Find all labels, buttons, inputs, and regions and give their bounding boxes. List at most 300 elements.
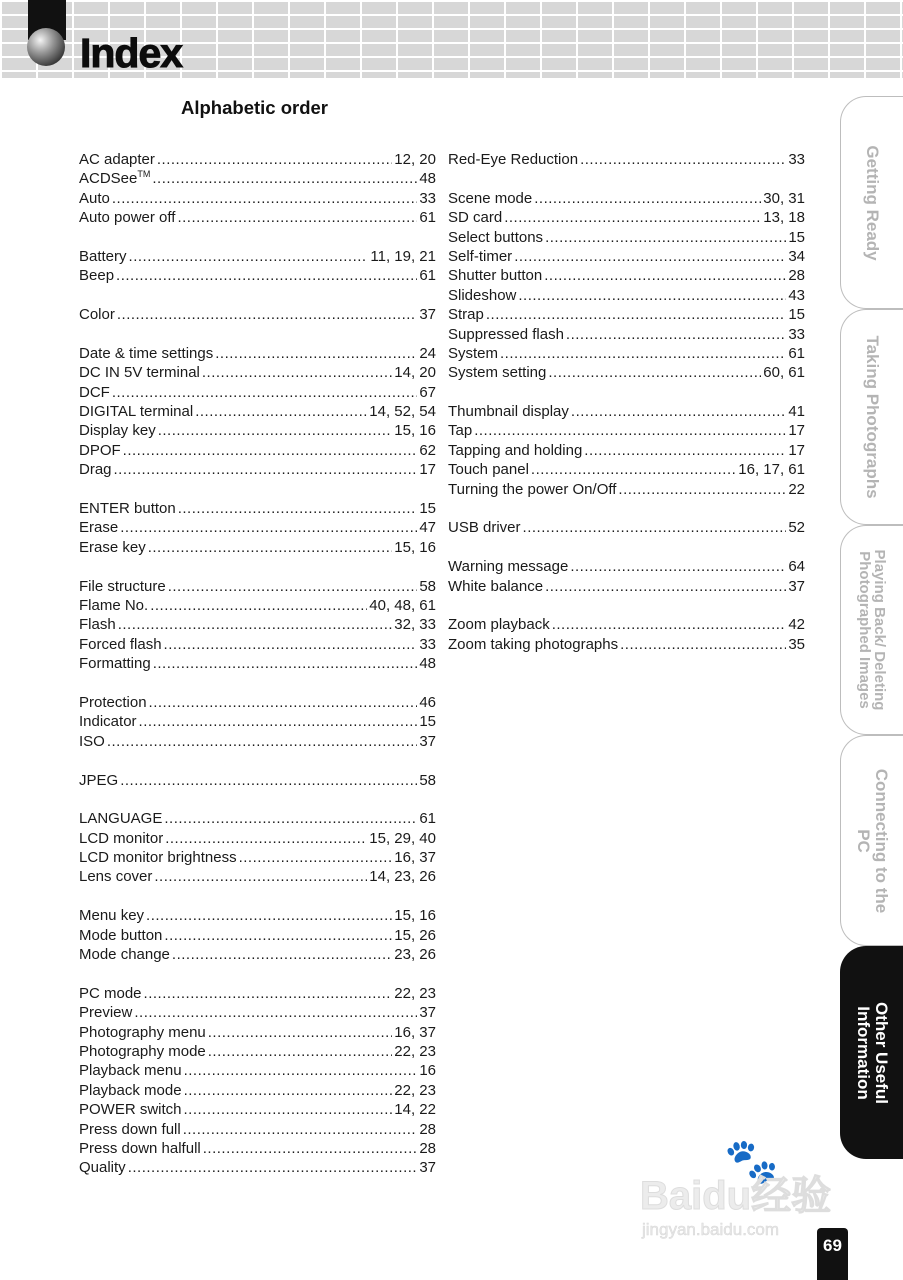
dot-leader xyxy=(157,150,392,169)
index-entry xyxy=(79,150,436,169)
dot-leader xyxy=(120,518,417,537)
entry-spacer xyxy=(79,964,436,983)
index-term xyxy=(79,441,121,460)
index-pages: 58 xyxy=(419,771,436,789)
index-pages: 13, 18 xyxy=(763,209,805,227)
index-pages: 34 xyxy=(788,247,805,265)
index-term-text: Press down halfull xyxy=(79,1139,201,1157)
index-entry xyxy=(79,945,436,964)
index-term xyxy=(448,635,618,654)
index-term-text: SD card xyxy=(448,209,503,227)
index-entry xyxy=(448,305,805,324)
index-term-text: Suppressed flash xyxy=(448,325,564,343)
index-term xyxy=(448,577,543,596)
index-pages: 14, 20 xyxy=(394,364,436,382)
index-pages: 33 xyxy=(788,151,805,168)
index-term xyxy=(448,150,578,169)
dot-leader xyxy=(544,266,786,285)
index-term xyxy=(79,712,137,731)
entry-spacer xyxy=(79,674,436,693)
index-term-text: Forced flash xyxy=(79,635,162,653)
index-term xyxy=(79,1061,182,1080)
index-entry xyxy=(79,344,436,363)
index-pages: 37 xyxy=(788,577,805,595)
index-pages: 15, 26 xyxy=(394,926,436,944)
index-entry xyxy=(79,266,436,285)
index-term-text: Shutter button xyxy=(448,267,543,285)
index-entry xyxy=(79,654,436,673)
index-term-text: Photography mode xyxy=(79,1042,206,1060)
dot-leader xyxy=(107,732,417,751)
dot-leader xyxy=(534,189,761,208)
index-entry xyxy=(79,577,436,596)
dot-leader xyxy=(164,635,418,654)
dot-leader xyxy=(545,577,786,596)
entry-spacer xyxy=(79,557,436,576)
index-term-text: Indicator xyxy=(79,713,137,731)
index-entry xyxy=(79,1042,436,1061)
index-pages: 48 xyxy=(419,655,436,673)
tab-label: Taking Photographs xyxy=(863,335,882,499)
index-term-text: Erase xyxy=(79,519,119,537)
index-entry xyxy=(79,1023,436,1042)
index-entry xyxy=(448,518,805,537)
index-entry xyxy=(448,363,805,382)
index-term xyxy=(448,615,550,634)
dot-leader xyxy=(149,693,418,712)
index-term-text: PC mode xyxy=(79,984,142,1002)
index-term xyxy=(79,247,127,266)
index-term xyxy=(79,344,213,363)
index-term xyxy=(448,305,484,324)
index-entry xyxy=(448,208,805,227)
index-term xyxy=(448,557,568,576)
index-term xyxy=(79,848,237,867)
index-pages: 14, 52, 54 xyxy=(369,403,436,421)
dot-leader xyxy=(620,635,786,654)
index-term xyxy=(448,286,516,305)
index-entry xyxy=(448,635,805,654)
index-term xyxy=(79,693,147,712)
tab-label: Connecting to the PC xyxy=(854,768,891,913)
index-term xyxy=(79,518,118,537)
index-pages: 52 xyxy=(788,519,805,537)
index-entry xyxy=(79,499,436,518)
index-term-text: Flash xyxy=(79,616,116,634)
index-pages: 37 xyxy=(419,732,436,750)
index-term xyxy=(79,1158,126,1177)
dot-leader xyxy=(112,189,417,208)
dot-leader xyxy=(584,441,786,460)
index-term-text: LCD monitor xyxy=(79,829,164,847)
index-term xyxy=(448,266,542,285)
tab-label: Other Useful Information xyxy=(854,1001,891,1104)
entry-spacer xyxy=(79,480,436,499)
tab-playing-back-deleting[interactable] xyxy=(840,525,903,735)
sphere-icon xyxy=(27,28,65,66)
index-entry xyxy=(448,150,805,169)
index-term-text: Photography menu xyxy=(79,1023,206,1041)
index-term-text: AC adapter xyxy=(79,151,155,168)
dot-leader xyxy=(178,499,418,518)
entry-spacer xyxy=(79,286,436,305)
index-term-text: Erase key xyxy=(79,538,146,556)
index-term-text: Quality xyxy=(79,1159,126,1177)
index-pages: 17 xyxy=(788,422,805,440)
dot-leader xyxy=(172,945,392,964)
entry-spacer xyxy=(79,790,436,809)
index-entry xyxy=(448,441,805,460)
index-term-text: Display key xyxy=(79,422,156,440)
dot-leader xyxy=(117,305,417,324)
index-term xyxy=(79,169,150,188)
index-term-text: Playback mode xyxy=(79,1081,182,1099)
index-pages: 58 xyxy=(419,577,436,595)
dot-leader xyxy=(114,460,418,479)
index-term xyxy=(79,538,146,557)
index-entry xyxy=(79,1158,436,1177)
entry-spacer xyxy=(448,499,805,518)
index-pages: 15 xyxy=(419,500,436,518)
index-entry xyxy=(448,286,805,305)
index-entry xyxy=(79,1003,436,1022)
index-pages: 12, 20 xyxy=(394,151,436,168)
index-term xyxy=(448,228,543,247)
entry-spacer xyxy=(448,596,805,615)
index-entry xyxy=(448,577,805,596)
index-entry xyxy=(79,169,436,188)
entry-spacer xyxy=(448,383,805,402)
dot-leader xyxy=(570,557,786,576)
dot-leader xyxy=(203,1139,418,1158)
index-term-text: Tapping and holding xyxy=(448,441,583,459)
index-column-left xyxy=(79,150,436,1178)
entry-spacer xyxy=(79,325,436,344)
dot-leader xyxy=(118,615,393,634)
index-term xyxy=(79,577,166,596)
dot-leader xyxy=(208,1042,393,1061)
index-entry xyxy=(79,635,436,654)
dot-leader xyxy=(146,906,392,925)
index-term-text: Thumbnail display xyxy=(448,403,569,421)
dot-leader xyxy=(177,208,417,227)
index-pages: 15 xyxy=(788,228,805,246)
index-pages: 32, 33 xyxy=(394,616,436,634)
index-pages: 30, 31 xyxy=(763,189,805,207)
dot-leader xyxy=(548,363,761,382)
index-entry xyxy=(79,906,436,925)
dot-leader xyxy=(474,421,786,440)
index-term xyxy=(79,1139,201,1158)
index-term-text: DCF xyxy=(79,383,110,401)
index-pages: 28 xyxy=(788,267,805,285)
index-term xyxy=(79,383,110,402)
index-term xyxy=(79,1023,206,1042)
dot-leader xyxy=(134,1003,417,1022)
index-term-text: Zoom taking photographs xyxy=(448,635,619,653)
index-pages: 22 xyxy=(788,480,805,498)
index-pages: 35 xyxy=(788,635,805,653)
index-term xyxy=(79,906,144,925)
index-term-text: System xyxy=(448,344,499,362)
tab-getting-ready[interactable] xyxy=(840,96,903,309)
index-pages: 15, 16 xyxy=(394,907,436,925)
index-term xyxy=(448,518,521,537)
index-pages: 37 xyxy=(419,1159,436,1177)
dot-leader xyxy=(184,1081,393,1100)
dot-leader xyxy=(165,829,367,848)
index-entry xyxy=(448,421,805,440)
dot-leader xyxy=(120,771,417,790)
index-term xyxy=(79,1100,182,1119)
index-term-text: Strap xyxy=(448,306,484,324)
index-pages: 22, 23 xyxy=(394,1081,436,1099)
dot-leader xyxy=(123,441,418,460)
index-pages: 61 xyxy=(419,209,436,227)
entry-spacer xyxy=(79,751,436,770)
tab-label: Playing Back/ Deleting Photographed Images xyxy=(856,549,888,711)
dot-leader xyxy=(195,402,367,421)
index-term-text: Protection xyxy=(79,693,147,711)
watermark-logo: Baidu经验 xyxy=(640,1174,832,1218)
index-pages: 15, 29, 40 xyxy=(369,829,436,847)
index-pages: 37 xyxy=(419,1004,436,1022)
index-pages: 41 xyxy=(788,403,805,421)
index-term xyxy=(79,926,162,945)
index-pages: 40, 48, 61 xyxy=(369,596,436,614)
index-term-text: Select buttons xyxy=(448,228,544,246)
index-pages: 33 xyxy=(788,325,805,343)
index-pages: 22, 23 xyxy=(394,984,436,1002)
tab-connecting-to-pc[interactable] xyxy=(840,735,903,946)
index-entry xyxy=(79,1120,436,1139)
index-term xyxy=(448,363,546,382)
index-pages: 15, 16 xyxy=(394,422,436,440)
index-term xyxy=(79,305,115,324)
index-pages: 15 xyxy=(419,713,436,731)
index-entry xyxy=(79,208,436,227)
dot-leader xyxy=(504,208,761,227)
index-term xyxy=(79,499,176,518)
index-term xyxy=(79,189,110,208)
index-term-text: DC IN 5V terminal xyxy=(79,364,200,382)
index-term-text: White balance xyxy=(448,577,544,595)
index-pages: 47 xyxy=(419,519,436,537)
index-pages: 62 xyxy=(419,441,436,459)
index-entry xyxy=(79,247,436,266)
index-term-text: ACDSee xyxy=(79,170,138,188)
index-term xyxy=(79,654,151,673)
index-entry xyxy=(79,363,436,382)
index-term xyxy=(448,402,569,421)
dot-leader xyxy=(523,518,787,537)
index-pages: 28 xyxy=(419,1139,436,1157)
index-term-text: Mode button xyxy=(79,926,163,944)
dot-leader xyxy=(164,926,392,945)
index-term-text: Turning the power On/Off xyxy=(448,480,617,498)
dot-leader xyxy=(152,169,417,188)
index-term-text: System setting xyxy=(448,364,547,382)
dot-leader xyxy=(116,266,417,285)
dot-leader xyxy=(566,325,786,344)
index-entry xyxy=(79,1100,436,1119)
index-entry xyxy=(79,518,436,537)
index-entry xyxy=(79,867,436,886)
index-term-text: Auto power off xyxy=(79,209,176,227)
dot-leader xyxy=(531,460,736,479)
page-number: 69 xyxy=(817,1228,848,1280)
dot-leader xyxy=(184,1061,418,1080)
dot-leader xyxy=(545,228,786,247)
index-entry xyxy=(79,305,436,324)
index-term-text: Mode change xyxy=(79,946,170,964)
index-term-text: Formatting xyxy=(79,655,151,673)
index-term-text: Zoom playback xyxy=(448,616,550,634)
dot-leader xyxy=(158,421,393,440)
index-term-text: Color xyxy=(79,306,115,324)
index-entry xyxy=(448,266,805,285)
index-entry xyxy=(79,189,436,208)
tab-taking-photographs[interactable] xyxy=(840,309,903,525)
index-term xyxy=(79,1042,206,1061)
index-pages: 16, 37 xyxy=(394,1023,436,1041)
dot-leader xyxy=(215,344,417,363)
index-pages: 14, 23, 26 xyxy=(369,868,436,886)
index-entry xyxy=(79,1061,436,1080)
index-pages: 48 xyxy=(419,170,436,188)
index-pages: 22, 23 xyxy=(394,1042,436,1060)
index-term xyxy=(448,189,532,208)
index-pages: 60, 61 xyxy=(763,364,805,382)
index-term-text: ISO xyxy=(79,732,105,750)
index-entry xyxy=(79,383,436,402)
dot-leader xyxy=(153,654,418,673)
dot-leader xyxy=(154,867,367,886)
index-entry xyxy=(79,1139,436,1158)
index-term xyxy=(448,344,498,363)
index-entry xyxy=(79,615,436,634)
index-term-text: Self-timer xyxy=(448,247,513,265)
index-term-text: LCD monitor brightness xyxy=(79,849,237,867)
dot-leader xyxy=(552,615,787,634)
index-pages: 42 xyxy=(788,616,805,634)
index-entry xyxy=(79,693,436,712)
tab-other-useful-information[interactable] xyxy=(840,946,903,1159)
index-term xyxy=(79,1003,132,1022)
entry-spacer xyxy=(448,538,805,557)
index-entry xyxy=(448,615,805,634)
index-entry xyxy=(448,247,805,266)
index-pages: 43 xyxy=(788,286,805,304)
index-term xyxy=(79,460,112,479)
index-entry xyxy=(448,557,805,576)
index-pages: 16, 37 xyxy=(394,849,436,867)
index-entry xyxy=(79,926,436,945)
index-term-text: Flame No. xyxy=(79,596,149,614)
dot-leader xyxy=(571,402,786,421)
index-entry xyxy=(448,402,805,421)
entry-spacer xyxy=(79,228,436,247)
index-entry xyxy=(448,460,805,479)
dot-leader xyxy=(129,247,369,266)
dot-leader xyxy=(618,480,786,499)
index-term-text: DPOF xyxy=(79,441,121,459)
index-pages: 46 xyxy=(419,693,436,711)
index-term xyxy=(448,421,472,440)
entry-spacer xyxy=(448,169,805,188)
index-entry xyxy=(79,1081,436,1100)
index-entry xyxy=(79,712,436,731)
index-entry xyxy=(448,344,805,363)
index-term-text: USB driver xyxy=(448,519,521,537)
index-term xyxy=(79,829,163,848)
index-pages: 15 xyxy=(788,306,805,324)
watermark-url: jingyan.baidu.com xyxy=(642,1220,780,1239)
index-term xyxy=(448,247,512,266)
index-entry xyxy=(79,984,436,1003)
index-pages: 16 xyxy=(419,1062,436,1080)
index-term-text: Scene mode xyxy=(448,189,533,207)
index-pages: 17 xyxy=(788,441,805,459)
index-term xyxy=(448,208,502,227)
index-term-text: Lens cover xyxy=(79,868,153,886)
index-term-text: Warning message xyxy=(448,558,569,576)
index-term-text: Drag xyxy=(79,461,112,479)
index-entry xyxy=(79,809,436,828)
dot-leader xyxy=(514,247,786,266)
index-term xyxy=(79,732,105,751)
index-term-text: Menu key xyxy=(79,907,145,925)
index-term xyxy=(79,421,156,440)
index-term-text: File structure xyxy=(79,577,166,595)
index-entry xyxy=(79,460,436,479)
dot-leader xyxy=(164,809,417,828)
index-term xyxy=(448,441,582,460)
dot-leader xyxy=(112,383,417,402)
index-term-text: ENTER button xyxy=(79,500,176,518)
index-pages: 28 xyxy=(419,1120,436,1138)
dot-leader xyxy=(128,1158,418,1177)
section-subtitle: Alphabetic order xyxy=(181,97,328,118)
dot-leader xyxy=(500,344,786,363)
index-term xyxy=(79,771,118,790)
dot-leader xyxy=(183,1120,418,1139)
index-pages: 14, 22 xyxy=(394,1101,436,1119)
index-term-text: Date & time settings xyxy=(79,344,214,362)
index-term-text: Playback menu xyxy=(79,1062,182,1080)
index-term-text: Auto xyxy=(79,189,110,207)
dot-leader xyxy=(486,305,786,324)
paw-icon: 🐾 xyxy=(724,1137,779,1186)
index-term xyxy=(448,325,564,344)
index-term-text: Preview xyxy=(79,1004,133,1022)
index-entry xyxy=(79,829,436,848)
index-term-text: Touch panel xyxy=(448,461,529,479)
dot-leader xyxy=(148,538,393,557)
dot-leader xyxy=(208,1023,393,1042)
dot-leader xyxy=(580,150,786,169)
index-term xyxy=(79,266,114,285)
dot-leader xyxy=(518,286,786,305)
index-term-text: JPEG xyxy=(79,771,119,789)
index-term xyxy=(79,150,155,169)
index-pages: 15, 16 xyxy=(394,538,436,556)
entry-spacer xyxy=(79,887,436,906)
tab-label: Getting Ready xyxy=(863,144,882,261)
index-entry xyxy=(79,441,436,460)
index-term xyxy=(79,1120,181,1139)
dot-leader xyxy=(139,712,418,731)
